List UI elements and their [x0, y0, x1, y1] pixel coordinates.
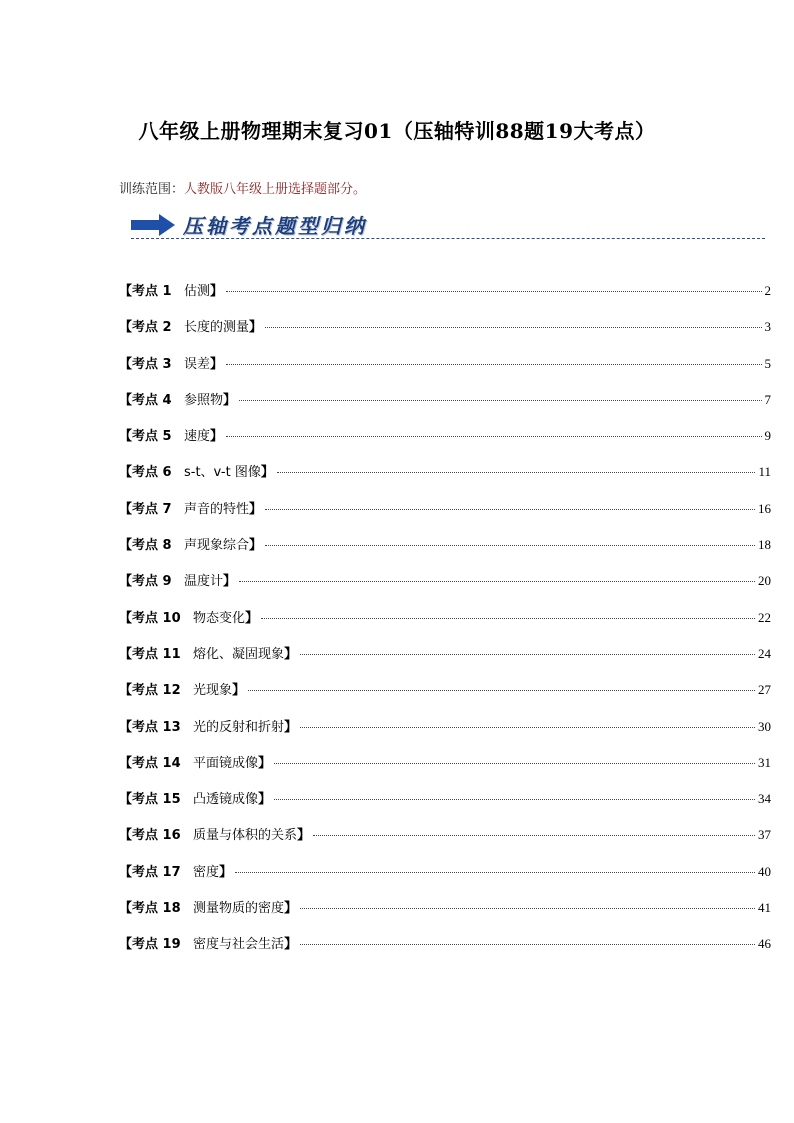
toc-entry-label: 考点 1	[132, 284, 172, 299]
left-bracket: 【	[119, 392, 133, 408]
left-bracket: 【	[119, 610, 133, 626]
toc-entry[interactable]	[119, 389, 771, 425]
training-range-label: 训练范围：	[119, 182, 185, 197]
left-bracket: 【	[119, 864, 133, 880]
right-bracket: 】	[249, 538, 263, 554]
right-bracket: 】	[284, 901, 298, 917]
left-bracket: 【	[119, 755, 133, 771]
toc-entry[interactable]	[119, 716, 771, 752]
toc-entry-topic: 密度与社会生活	[193, 937, 285, 953]
toc-page-number: 16	[758, 500, 771, 516]
toc-page-number: 27	[758, 682, 771, 698]
toc-entry-label: 考点 19	[132, 937, 181, 953]
left-bracket: 【	[119, 429, 133, 445]
toc-page-number: 24	[758, 645, 771, 661]
toc-entry-title	[119, 389, 236, 408]
toc-entry-title	[119, 897, 297, 916]
toc-entry-label: 考点 4	[132, 392, 172, 408]
toc-entry-label: 考点 14	[132, 755, 181, 771]
toc-entry-title	[119, 607, 258, 626]
toc-entry[interactable]	[119, 570, 771, 606]
left-bracket: 【	[119, 937, 133, 953]
toc-entry[interactable]	[119, 788, 771, 824]
toc-entry-title	[119, 316, 262, 335]
dot-leader	[226, 291, 761, 292]
right-bracket: 】	[258, 755, 272, 771]
right-bracket: 】	[210, 356, 224, 372]
toc-entry-label: 考点 15	[132, 792, 181, 808]
toc-entry[interactable]	[119, 824, 771, 860]
toc-entry[interactable]	[119, 933, 771, 969]
toc-entry[interactable]	[119, 679, 771, 715]
right-bracket: 】	[249, 320, 263, 336]
toc-entry[interactable]	[119, 607, 771, 643]
dot-leader	[300, 908, 755, 909]
toc-page-number: 7	[764, 391, 771, 407]
toc-entry[interactable]	[119, 461, 771, 497]
toc-entry-topic: 熔化、凝固现象	[193, 646, 285, 662]
toc-entry-label: 考点 2	[132, 320, 172, 336]
toc-entry-topic: 误差	[184, 356, 211, 372]
toc-entry-title	[119, 498, 262, 517]
toc-entry-title	[119, 752, 271, 771]
toc-entry-title	[119, 861, 232, 880]
dot-leader	[248, 690, 755, 691]
toc-entry-topic: 密度	[193, 864, 220, 880]
toc-entry[interactable]	[119, 752, 771, 788]
toc-page-number: 2	[764, 283, 771, 298]
dot-leader	[265, 545, 755, 546]
toc-entry-title	[119, 280, 223, 299]
dot-leader	[300, 944, 755, 945]
toc-entry[interactable]	[119, 643, 771, 679]
dot-leader	[239, 581, 755, 582]
section-banner	[131, 208, 765, 242]
toc-entry-label: 考点 10	[132, 610, 181, 626]
left-bracket: 【	[119, 828, 133, 844]
toc-page-number: 18	[758, 537, 771, 553]
dot-leader	[226, 436, 761, 437]
toc-page-number: 9	[764, 428, 771, 444]
dot-leader	[300, 727, 755, 728]
toc-entry-topic: 长度的测量	[184, 320, 250, 336]
toc-entry-topic: 声音的特性	[184, 501, 250, 517]
dot-leader	[226, 364, 761, 365]
right-bracket: 】	[260, 465, 274, 481]
toc-page-number: 11	[758, 464, 771, 480]
toc-page-number: 31	[758, 754, 771, 770]
toc-entry-label: 考点 11	[132, 646, 181, 662]
banner-divider	[131, 238, 765, 239]
page-title: 八年级上册物理期末复习01（压轴特训88题19大考点）	[138, 119, 656, 143]
toc-page-number: 37	[758, 827, 771, 843]
toc-entry-label: 考点 5	[132, 429, 172, 445]
toc-entry-topic: s-t、v-t 图像	[184, 465, 261, 481]
left-bracket: 【	[119, 356, 133, 372]
toc-page-number: 40	[758, 863, 771, 879]
toc-entry-title	[119, 788, 271, 807]
right-bracket: 】	[232, 683, 246, 699]
left-bracket: 【	[119, 501, 133, 517]
right-bracket: 】	[210, 284, 224, 299]
dot-leader	[265, 509, 755, 510]
dot-leader	[261, 618, 755, 619]
banner-title: 压轴考点题型归纳	[183, 214, 367, 238]
right-bracket: 】	[210, 429, 224, 445]
toc-entry-topic: 光现象	[193, 683, 233, 699]
toc-entry[interactable]	[119, 498, 771, 534]
toc-entry-title	[119, 679, 245, 698]
toc-entry-label: 考点 16	[132, 828, 181, 844]
toc-entry-topic: 平面镜成像	[193, 755, 259, 771]
dot-leader	[235, 872, 755, 873]
toc-entry-topic: 速度	[184, 429, 211, 445]
dot-leader	[274, 799, 755, 800]
right-arrow-icon	[131, 214, 175, 236]
toc-entry-title	[119, 534, 262, 553]
left-bracket: 【	[119, 574, 133, 590]
right-bracket: 】	[258, 792, 272, 808]
toc-entry-title	[119, 933, 297, 952]
toc-entry-topic: 声现象综合	[184, 538, 250, 554]
toc-entry-title	[119, 461, 274, 480]
toc-entry-title	[119, 643, 297, 662]
dot-leader	[300, 654, 755, 655]
toc-page-number: 22	[758, 609, 771, 625]
training-range	[119, 178, 366, 197]
dot-leader	[274, 763, 755, 764]
toc-page-number: 46	[758, 936, 771, 952]
toc-entry-title	[119, 570, 236, 589]
toc-entry-label: 考点 12	[132, 683, 181, 699]
toc-entry-title	[119, 353, 223, 372]
toc-entry-topic: 估测	[184, 284, 211, 299]
toc-page-number: 41	[758, 900, 771, 916]
toc-entry-label: 考点 13	[132, 719, 181, 735]
left-bracket: 【	[119, 901, 133, 917]
toc-entry-topic: 质量与体积的关系	[193, 828, 298, 844]
right-bracket: 】	[223, 392, 237, 408]
right-bracket: 】	[284, 646, 298, 662]
dot-leader	[265, 327, 761, 328]
left-bracket: 【	[119, 683, 133, 699]
dot-leader	[277, 472, 756, 473]
toc-entry[interactable]	[119, 280, 771, 316]
toc-entry[interactable]	[119, 897, 771, 933]
toc-entry-label: 考点 9	[132, 574, 172, 590]
dot-leader	[239, 400, 761, 401]
right-bracket: 】	[297, 828, 311, 844]
toc-entry[interactable]	[119, 534, 771, 570]
dot-leader	[313, 835, 755, 836]
left-bracket: 【	[119, 646, 133, 662]
toc-entry-topic: 光的反射和折射	[193, 719, 285, 735]
toc-entry-topic: 温度计	[184, 574, 224, 590]
left-bracket: 【	[119, 792, 133, 808]
right-bracket: 】	[219, 864, 233, 880]
right-bracket: 】	[223, 574, 237, 590]
toc-entry[interactable]	[119, 425, 771, 461]
toc-page-number: 34	[758, 791, 771, 807]
right-bracket: 】	[284, 719, 298, 735]
toc-entry[interactable]	[119, 353, 771, 389]
toc-entry-title	[119, 824, 310, 843]
toc-page-number: 5	[764, 355, 771, 371]
right-bracket: 】	[284, 937, 298, 953]
toc-entry-title	[119, 425, 223, 444]
right-bracket: 】	[245, 610, 259, 626]
toc-entry-label: 考点 18	[132, 901, 181, 917]
left-bracket: 【	[119, 719, 133, 735]
toc-entry-topic: 测量物质的密度	[193, 901, 285, 917]
left-bracket: 【	[119, 284, 133, 299]
toc-entry-label: 考点 3	[132, 356, 172, 372]
toc-entry-topic: 凸透镜成像	[193, 792, 259, 808]
toc-entry-label: 考点 8	[132, 538, 172, 554]
toc-page-number: 20	[758, 573, 771, 589]
toc-page-number: 3	[764, 319, 771, 335]
toc-entry[interactable]	[119, 316, 771, 352]
left-bracket: 【	[119, 465, 133, 481]
training-range-value: 人教版八年级上册选择题部分。	[184, 182, 367, 197]
toc-page-number: 30	[758, 718, 771, 734]
toc-entry[interactable]	[119, 861, 771, 897]
toc-entry-label: 考点 6	[132, 465, 172, 481]
right-bracket: 】	[249, 501, 263, 517]
left-bracket: 【	[119, 538, 133, 554]
toc-entry-label: 考点 17	[132, 864, 181, 880]
left-bracket: 【	[119, 320, 133, 336]
toc-entry-title	[119, 716, 297, 735]
toc-entry-label: 考点 7	[132, 501, 172, 517]
table-of-contents	[119, 280, 771, 970]
toc-entry-topic: 物态变化	[193, 610, 246, 626]
toc-entry-topic: 参照物	[184, 392, 224, 408]
